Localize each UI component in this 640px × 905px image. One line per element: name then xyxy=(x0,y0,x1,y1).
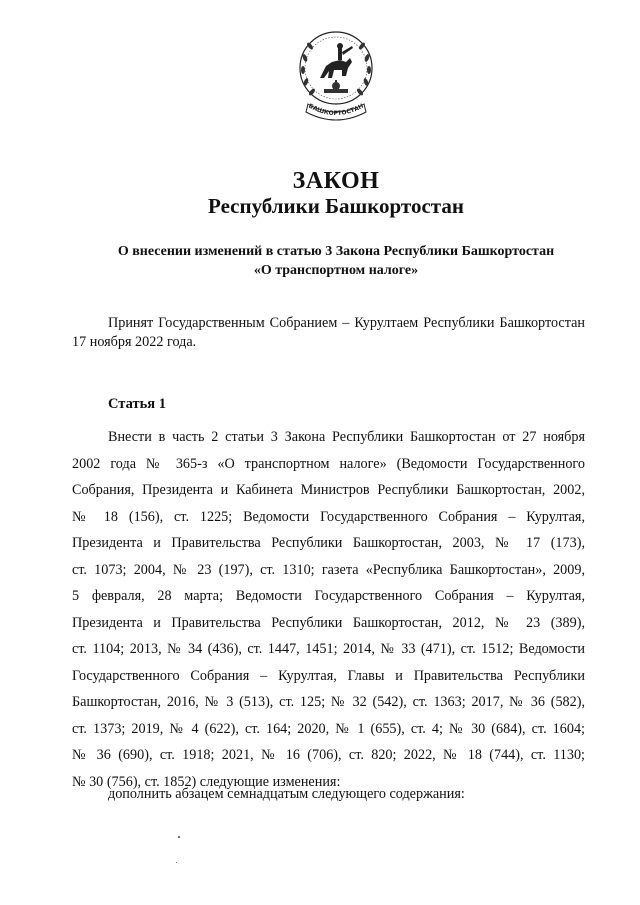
article-line: Собрания, Президента и Кабинета Министров Республики Башкортостан, 2002, xyxy=(72,482,585,498)
law-subject xyxy=(72,242,600,280)
scan-speck xyxy=(178,836,180,838)
article-line: Государственного Собрания – Курултая, Главы и Правительства Республики xyxy=(72,667,585,684)
subject-line-1: О внесении изменений в статью 3 Закона Республики Башкортостан xyxy=(117,244,555,259)
article-line: 2002 года № 365-з «О транспортном налоге» (Ведомости Государственного xyxy=(72,455,585,472)
law-subtitle: Республики Башкортостан xyxy=(208,194,464,218)
article-line: ст. 1373; 2019, № 4 (622), ст. 164; 2020, № 1 (655), ст. 4; № 30 (684), ст. 1604; xyxy=(72,720,585,737)
subject-line-2: «О транспортном налоге» xyxy=(253,263,419,278)
article-line: № 30 (756), ст. 1852) следующие изменения: xyxy=(72,773,341,790)
adoption-statement: Принят Государственным Собранием – Курултаем Республики Башкортостан 17 ноября 2022 года. xyxy=(72,315,585,350)
article-line: Башкортостан, 2016, № 3 (513), ст. 125; № 32 (542), ст. 1363; 2017, № 36 (582), xyxy=(72,694,585,710)
article-title: Статья 1 xyxy=(108,396,166,412)
article-body xyxy=(72,424,585,795)
law-title: ЗАКОН xyxy=(292,168,380,194)
article-line: 5 февраля, 28 марта; Ведомости Государственного Собрания – Курултая, xyxy=(72,588,585,604)
amendment-instruction: дополнить абзацем семнадцатым следующего содержания: xyxy=(108,786,465,802)
article-line: Внести в часть 2 статьи 3 Закона Республики Башкортостан от 27 ноября xyxy=(108,429,585,445)
article-line: Президента и Правительства Республики Башкортостан, 2012, № 23 (389), xyxy=(72,614,585,631)
article-line: № 18 (156), ст. 1225; Ведомости Государственного Собрания – Курултая, xyxy=(72,508,585,525)
article-line: № 36 (690), ст. 1918; 2021, № 16 (706), ст. 820; 2022, № 18 (744), ст. 1130; xyxy=(72,747,585,763)
article-line: ст. 1073; 2004, № 23 (197), ст. 1310; газета «Республика Башкортостан», 2009, xyxy=(72,561,585,578)
bashkortostan-emblem-icon xyxy=(296,22,376,126)
emblem-ribbon-text: БАШКОРТОСТАН xyxy=(307,102,365,118)
article-line: Президента и Правительства Республики Башкортостан, 2003, № 17 (173), xyxy=(72,535,585,551)
article-line: ст. 1104; 2013, № 34 (436), ст. 1447, 1451; 2014, № 33 (471), ст. 1512; Ведомости xyxy=(72,641,585,657)
scan-speck xyxy=(176,862,177,863)
